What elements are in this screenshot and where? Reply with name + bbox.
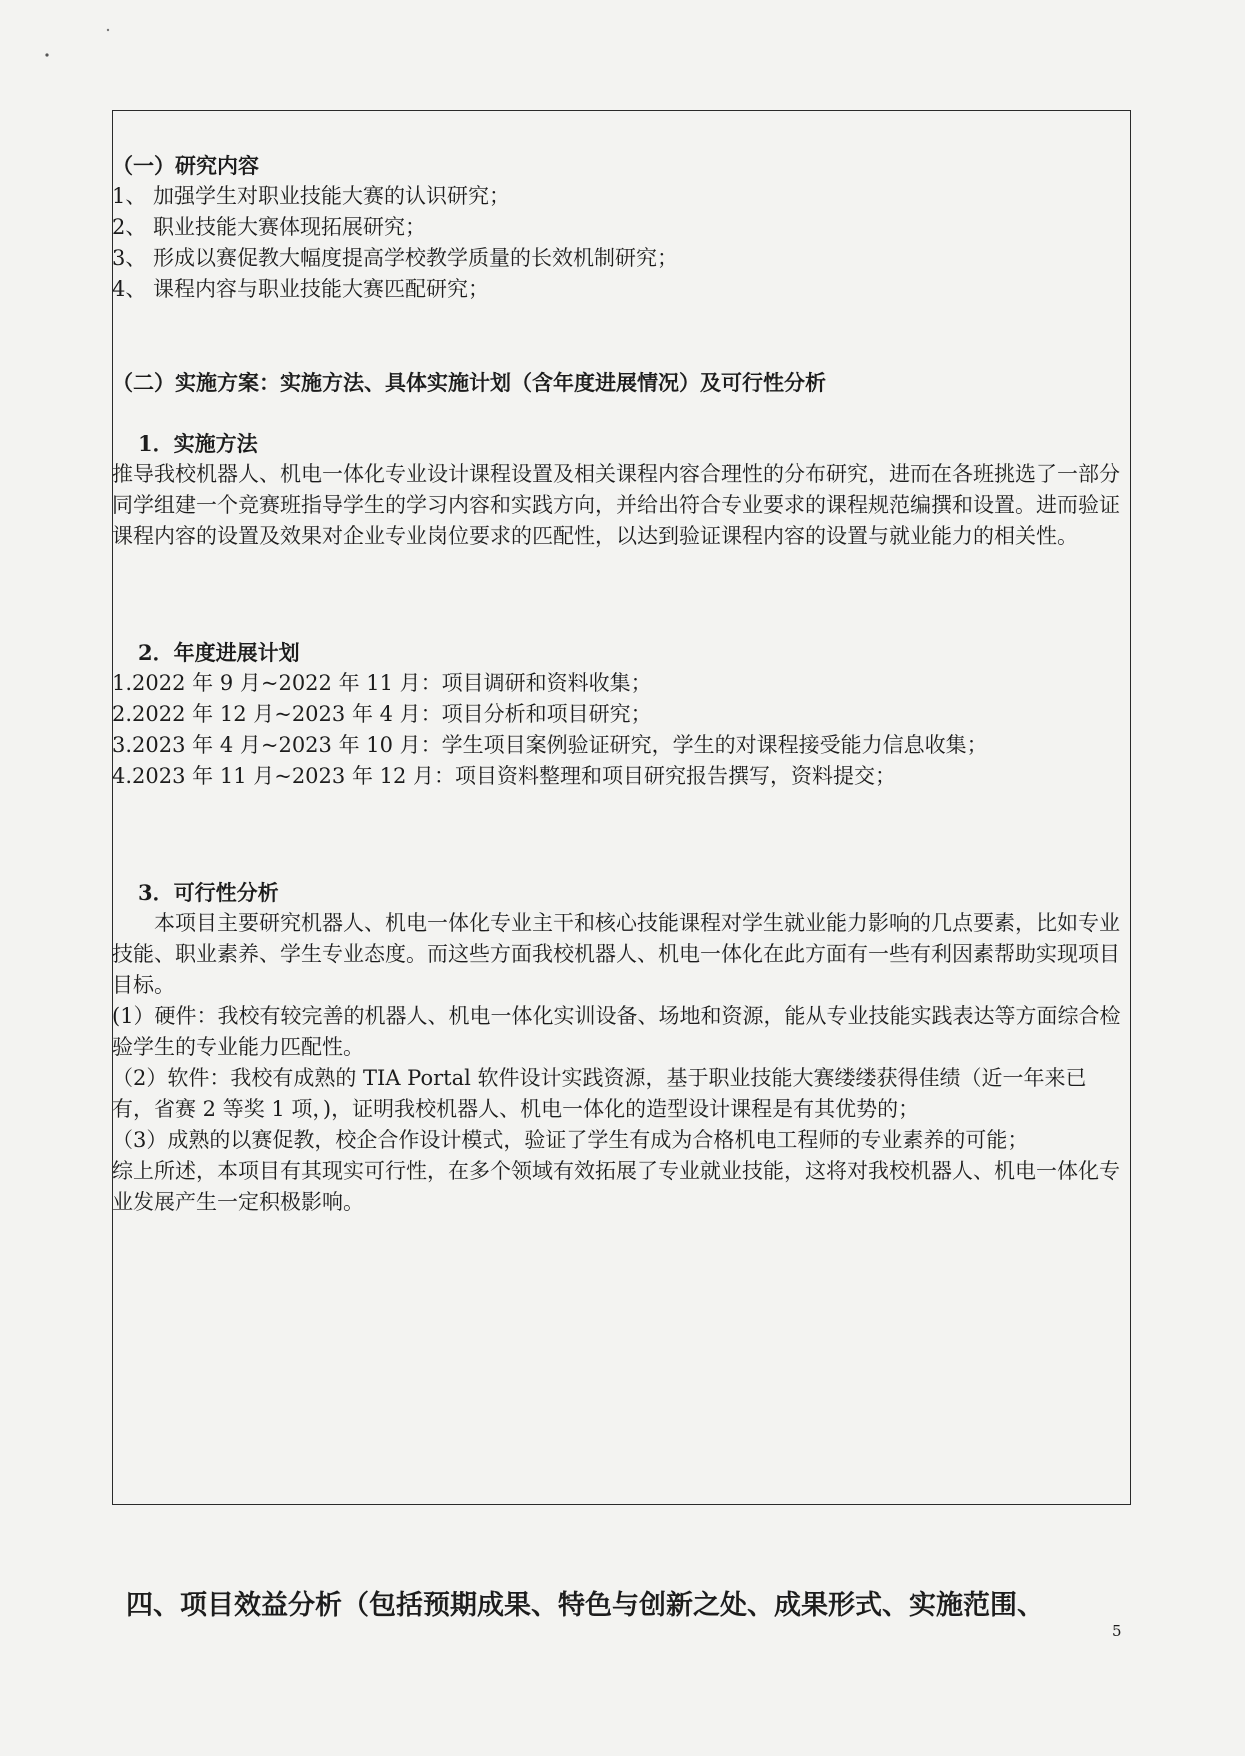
research-item: 2、 职业技能大赛体现拓展研究；	[112, 215, 427, 239]
feasibility-heading: 3．可行性分析	[138, 880, 279, 905]
feasibility-item: （3）成熟的以赛促教，校企合作设计模式，验证了学生有成为合格机电工程师的专业素养的可能；	[112, 1128, 1029, 1152]
next-section-heading: 四、项目效益分析（包括预期成果、特色与创新之处、成果形式、实施范围、	[126, 1590, 1044, 1621]
schedule-item: 3.2023 年 4 月~2023 年 10 月：学生项目案例验证研究，学生的对课程接受能力信息收集；	[112, 733, 988, 757]
research-item: 4、 课程内容与职业技能大赛匹配研究；	[112, 277, 490, 301]
research-content-heading: （一）研究内容	[112, 153, 259, 178]
schedule-item: 4.2023 年 11 月~2023 年 12 月：项目资料整理和项目研究报告撰写，资料提交；	[112, 764, 897, 788]
schedule-item: 1.2022 年 9 月~2022 年 11 月：项目调研和资料收集；	[112, 671, 652, 695]
schedule-item: 2.2022 年 12 月~2023 年 4 月：项目分析和项目研究；	[112, 702, 652, 726]
feasibility-intro: 本项目主要研究机器人、机电一体化专业主干和核心技能课程对学生就业能力影响的几点要素，比如专业技能、职业素养、学生专业态度。而这些方面我校机器人、机电一体化在此方面有一些有利因素帮助实现项目目标。	[112, 911, 1120, 997]
feasibility-conclusion: 综上所述，本项目有其现实可行性，在多个领域有效拓展了专业就业技能，这将对我校机器人、机电一体化专业发展产生一定积极影响。	[112, 1159, 1120, 1214]
schedule-heading: 2．年度进展计划	[138, 640, 300, 665]
feasibility-item: （2）软件：我校有成熟的 TIA Portal 软件设计实践资源，基于职业技能大赛缕缕获得佳绩（近一年来已有，省赛 2 等奖 1 项，)，证明我校机器人、机电一体化的造型设计课程是有其优势的；	[112, 1066, 1087, 1121]
method-text: 推导我校机器人、机电一体化专业设计课程设置及相关课程内容合理性的分布研究，进而在各班挑选了一部分同学组建一个竞赛班指导学生的学习内容和实践方向，并给出符合专业要求的课程规范编撰和设置。进而验证课程内容的设置及效果对企业专业岗位要求的匹配性，以达到验证课程内容的设置与就业能力的相关性。	[112, 462, 1120, 548]
feasibility-item: (1）硬件：我校有较完善的机器人、机电一体化实训设备、场地和资源，能从专业技能实践表达等方面综合检验学生的专业能力匹配性。	[112, 1004, 1121, 1059]
research-item: 3、 形成以赛促教大幅度提高学校教学质量的长效机制研究；	[112, 246, 679, 270]
plan-heading: （二）实施方案：实施方法、具体实施计划（含年度进展情况）及可行性分析	[112, 370, 826, 395]
research-item: 1、 加强学生对职业技能大赛的认识研究；	[112, 184, 511, 208]
page-number: 5	[1112, 1622, 1122, 1640]
document-body	[112, 150, 1124, 1218]
method-heading: 1．实施方法	[138, 431, 258, 456]
